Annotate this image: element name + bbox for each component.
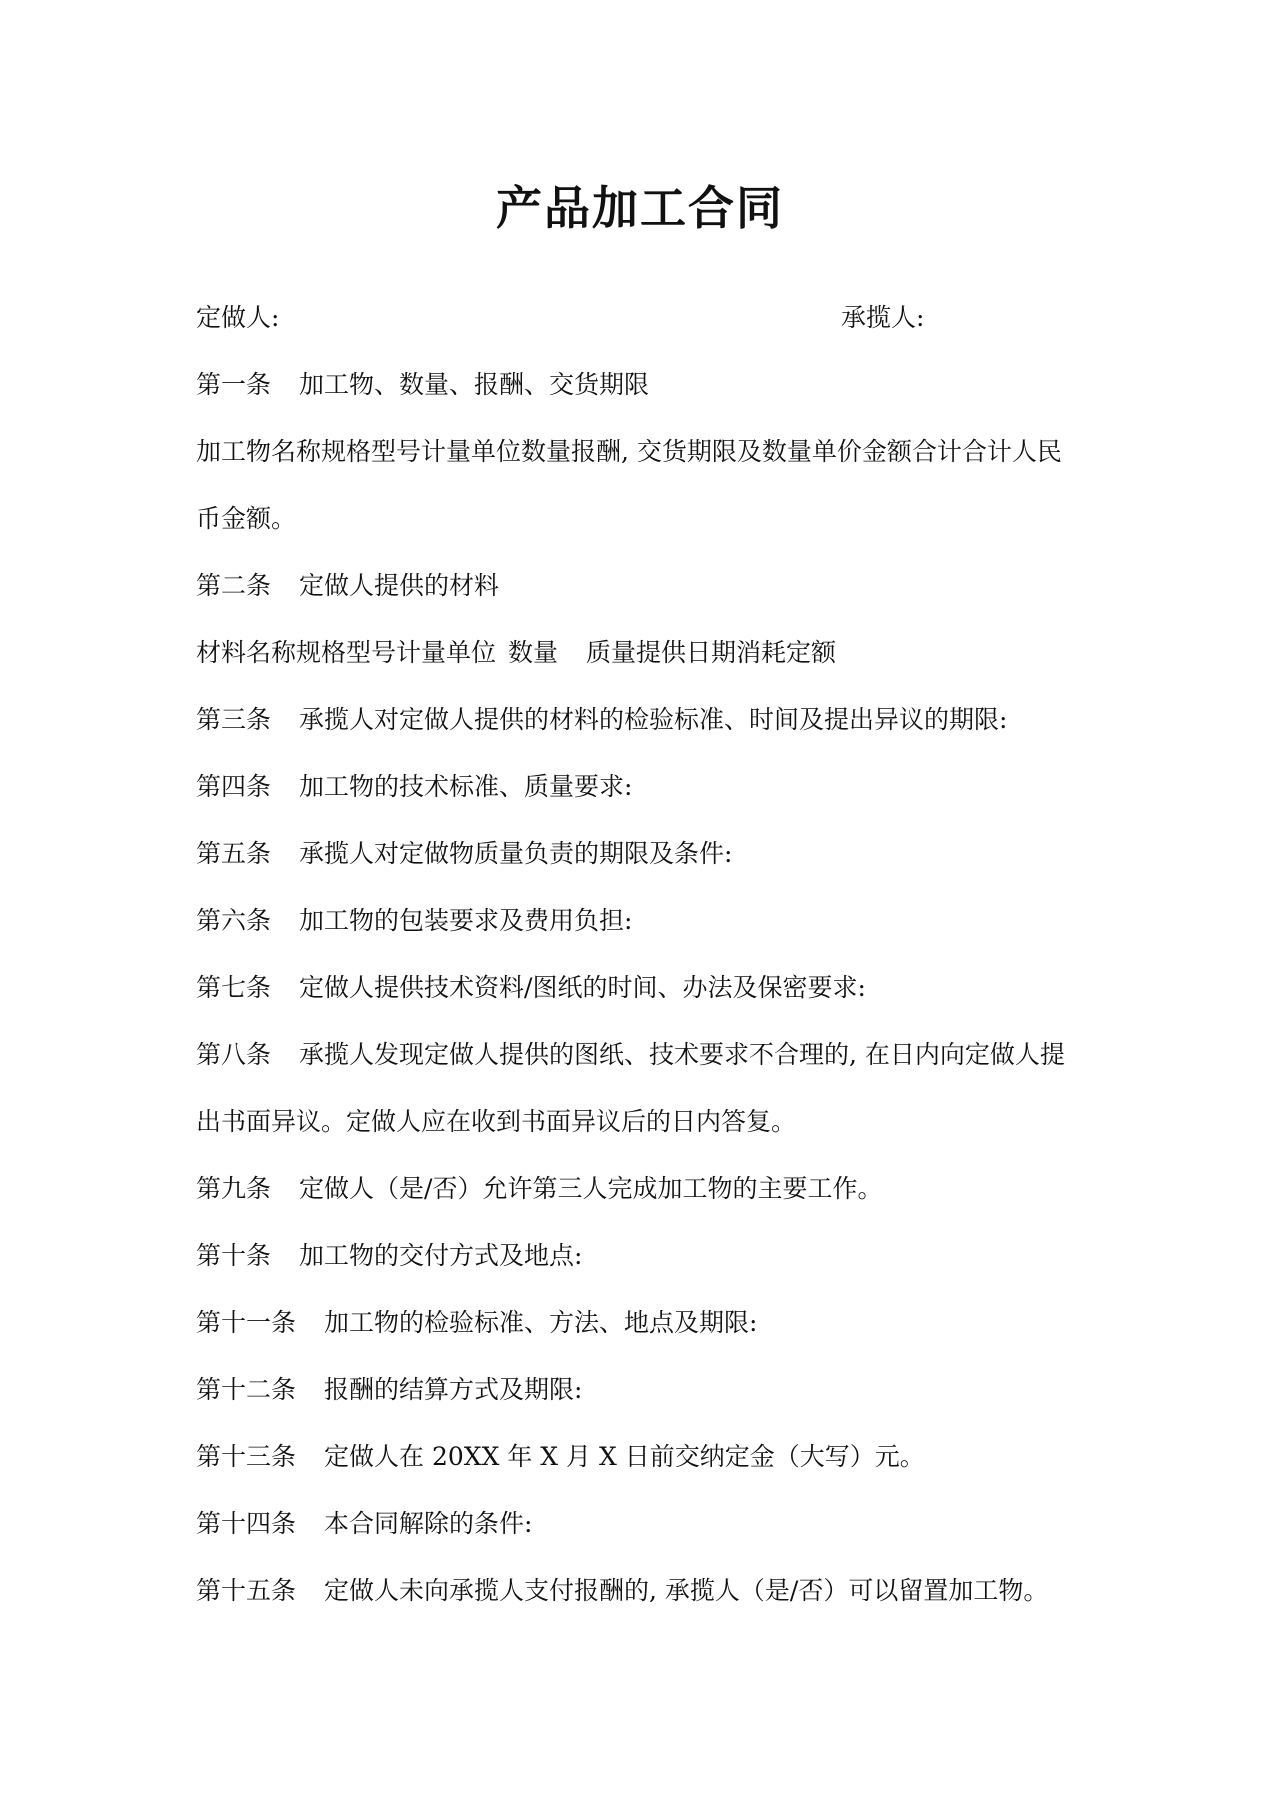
clause-number: 第七条 bbox=[196, 973, 272, 1002]
materials-columns-b: 数量 bbox=[508, 638, 559, 667]
clause-8-continuation bbox=[196, 1104, 1096, 1140]
clause-11 bbox=[196, 1305, 1096, 1341]
clause-number: 第九条 bbox=[196, 1174, 272, 1203]
clause-1-body-line-2 bbox=[196, 501, 1096, 537]
clause-text: 定做人未向承揽人支付报酬的, 承揽人（是/否）可以留置加工物。 bbox=[324, 1576, 1049, 1605]
clause-8 bbox=[196, 1037, 1096, 1073]
clause-3 bbox=[196, 702, 1096, 738]
clause-body: 出书面异议。定做人应在收到书面异议后的日内答复。 bbox=[196, 1107, 797, 1136]
contractor-label: 承揽人: bbox=[841, 303, 925, 332]
clause-text: 加工物的交付方式及地点: bbox=[299, 1241, 583, 1270]
clause-12 bbox=[196, 1372, 1096, 1408]
clause-text: 加工物的检验标准、方法、地点及期限: bbox=[324, 1308, 758, 1337]
clause-body: 加工物名称规格型号计量单位数量报酬, 交货期限及数量单价金额合计合计人民 bbox=[196, 437, 1062, 466]
clause-15 bbox=[196, 1573, 1096, 1609]
clause-number: 第八条 bbox=[196, 1040, 272, 1069]
clause-5 bbox=[196, 836, 1096, 872]
materials-columns-c: 质量提供日期消耗定额 bbox=[586, 638, 837, 667]
clause-text: 定做人提供的材料 bbox=[299, 571, 500, 600]
client-label: 定做人: bbox=[196, 303, 280, 332]
clause-text: 加工物的包装要求及费用负担: bbox=[299, 906, 633, 935]
clause-text: 承揽人对定做物质量负责的期限及条件: bbox=[299, 839, 733, 868]
clause-text: 加工物、数量、报酬、交货期限 bbox=[299, 370, 650, 399]
clause-number: 第六条 bbox=[196, 906, 272, 935]
clause-4 bbox=[196, 769, 1096, 805]
clause-1-body-line-1 bbox=[196, 434, 1096, 470]
clause-text: 报酬的结算方式及期限: bbox=[324, 1375, 583, 1404]
clause-number: 第三条 bbox=[196, 705, 272, 734]
clause-text: 加工物的技术标准、质量要求: bbox=[299, 772, 633, 801]
clause-6 bbox=[196, 903, 1096, 939]
clause-number: 第一条 bbox=[196, 370, 272, 399]
clause-14 bbox=[196, 1506, 1096, 1542]
clause-1 bbox=[196, 367, 1096, 403]
clause-text: 定做人（是/否）允许第三人完成加工物的主要工作。 bbox=[299, 1174, 883, 1203]
clause-number: 第十一条 bbox=[196, 1308, 297, 1337]
clause-text: 承揽人发现定做人提供的图纸、技术要求不合理的, 在日内向定做人提 bbox=[299, 1040, 1065, 1069]
clause-text: 本合同解除的条件: bbox=[324, 1509, 533, 1538]
clause-number: 第十条 bbox=[196, 1241, 272, 1270]
clause-7 bbox=[196, 970, 1096, 1006]
clause-text: 定做人在 20XX 年 X 月 X 日前交纳定金（大写）元。 bbox=[324, 1442, 925, 1471]
clause-number: 第二条 bbox=[196, 571, 272, 600]
clause-2-body bbox=[196, 635, 1096, 671]
clause-number: 第五条 bbox=[196, 839, 272, 868]
parties-row bbox=[196, 300, 1096, 336]
page-title: 产品加工合同 bbox=[496, 181, 784, 235]
clause-number: 第十四条 bbox=[196, 1509, 297, 1538]
materials-columns-a: 材料名称规格型号计量单位 bbox=[196, 638, 497, 667]
clause-number: 第十五条 bbox=[196, 1576, 297, 1605]
clause-text: 承揽人对定做人提供的材料的检验标准、时间及提出异议的期限: bbox=[299, 705, 1008, 734]
clause-10 bbox=[196, 1238, 1096, 1274]
clause-2 bbox=[196, 568, 1096, 604]
clause-number: 第十三条 bbox=[196, 1442, 297, 1471]
clause-number: 第四条 bbox=[196, 772, 272, 801]
clause-13 bbox=[196, 1439, 1096, 1475]
clause-number: 第十二条 bbox=[196, 1375, 297, 1404]
clause-9 bbox=[196, 1171, 1096, 1207]
clause-text: 定做人提供技术资料/图纸的时间、办法及保密要求: bbox=[299, 973, 866, 1002]
clause-body: 币金额。 bbox=[196, 504, 297, 533]
